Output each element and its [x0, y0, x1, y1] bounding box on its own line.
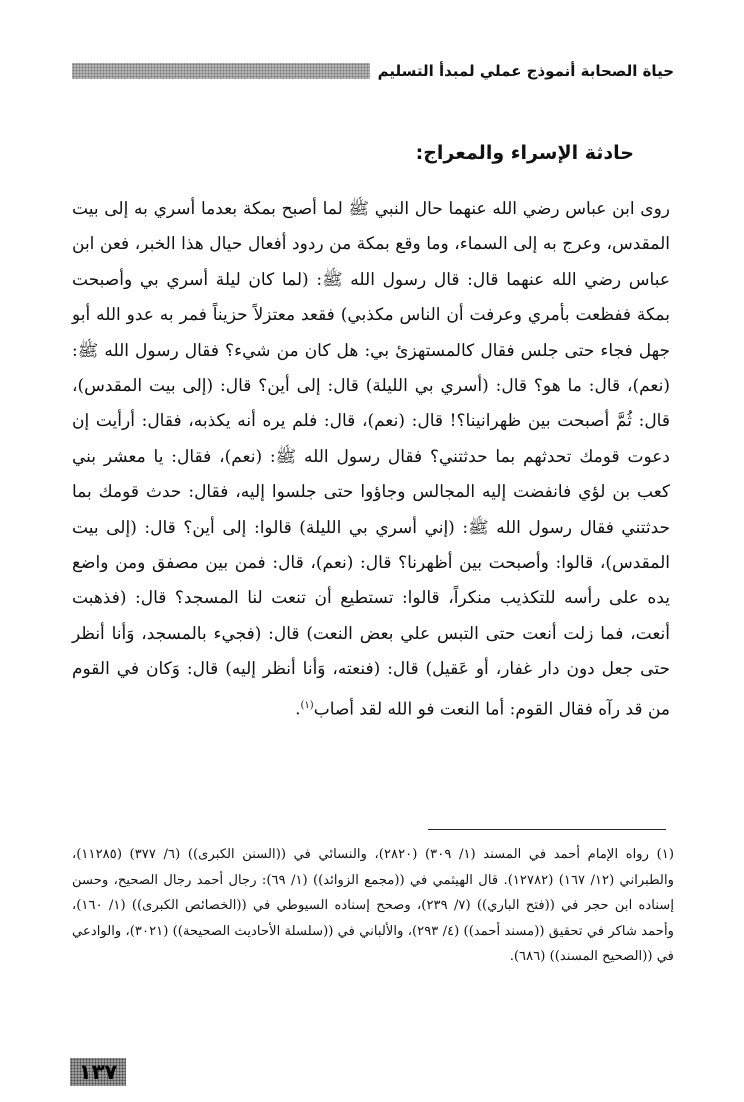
footnote-text: (١) رواه الإمام أحمد في المسند (١/ ٣٠٩) (٢٨٢٠)، والنسائي في ((السنن الكبرى)) (٦/ ٣٧٧) (١١٢٨٥)، والطبراني (١٢/ ١٦٧) (١٢٧٨٢). قال الهيثمي في ((مجمع الزوائد)) (١/ ٦٩): رجال أحمد رجال الصحيح، وحسن إسناده ابن حجر في ((فتح الباري)) (٧/ ٢٣٩)، وصحح إسناده السيوطي في ((الخصائص الكبرى)) (١/ ١٦٠)، وأحمد شاكر في تحقيق ((مسند أحمد)) (٤/ ٢٩٣)، والألباني في ((سلسلة الأحاديث الصحيحة)) (٣٠٢١)، والوادعي في ((الصحيح المسند)) (٦٨٦).: [72, 847, 675, 965]
main-paragraph: [72, 192, 670, 728]
header-dotted-band: [72, 63, 370, 79]
paragraph-end: .: [295, 699, 301, 720]
paragraph-text: روى ابن عباس رضي الله عنهما حال النبي ﷺ لما أصبح بمكة بعدما أسري به إلى بيت المقدس، وعرج به إلى السماء، وما وقع بمكة من ردود أفعال حيال هذا الخبر، فعن ابن عباس رضي الله عنهما قال: قال رسول الله ﷺ: (لما كان ليلة أسري بي وأصبحت بمكة ففظعت بأمري وعرفت أن الناس مكذبي) فقعد معتزلاً حزيناً فمر به عدو الله أبو جهل فجاء حتى جلس فقال كالمستهزئ بي: هل كان من شيء؟ فقال رسول الله ﷺ: (نعم)، قال: ما هو؟ قال: (أسري بي الليلة) قال: إلى أين؟ قال: (إلى بيت المقدس)، قال: ثُمَّ أصبحت بين ظهرانينا؟! قال: (نعم)، قال: فلم يره أنه يكذبه، فقال: أرأيت إن دعوت قومك تحدثهم بما حدثتني؟ فقال رسول الله ﷺ: (نعم)، فقال: يا معشر بني كعب بن لؤي فانفضت إليه المجالس وجاؤوا حتى جلسوا إليه، فقال: حدث قومك بما حدثتني فقال رسول الله ﷺ: (إني أسري بي الليلة) قالوا: إلى أين؟ قال: (إلى بيت المقدس)، قالوا: وأصبحت بين أظهرنا؟ قال: (نعم)، قال: فمن بين مصفق ومن واضع يده على رأسه للتكذيب منكراً، قالوا: تستطيع أن تنعت لنا المسجد؟ قال: (فذهبت أنعت، فما زلت أنعت حتى التبس علي بعض النعت) قال: (فجيء بالمسجد، وَأنا أنظر حتى جعل دون دار غفار، أو عَقيل) قال: (فنعته، وَأنا أنظر إليه) قال: وَكان في القوم من قد رآه فقال القوم: أما النعت فو الله لقد أصاب: [72, 199, 670, 720]
page-number: ١٣٧: [78, 1060, 118, 1084]
page-header: [72, 58, 674, 84]
page-number-box: [70, 1058, 126, 1086]
running-title: حياة الصحابة أنموذج عملي لمبدأ التسليم: [377, 62, 674, 80]
section-heading: حادثة الإسراء والمعراج:: [415, 142, 634, 164]
footnote-reference: (١): [300, 699, 314, 711]
footnote-separator: [428, 829, 666, 830]
